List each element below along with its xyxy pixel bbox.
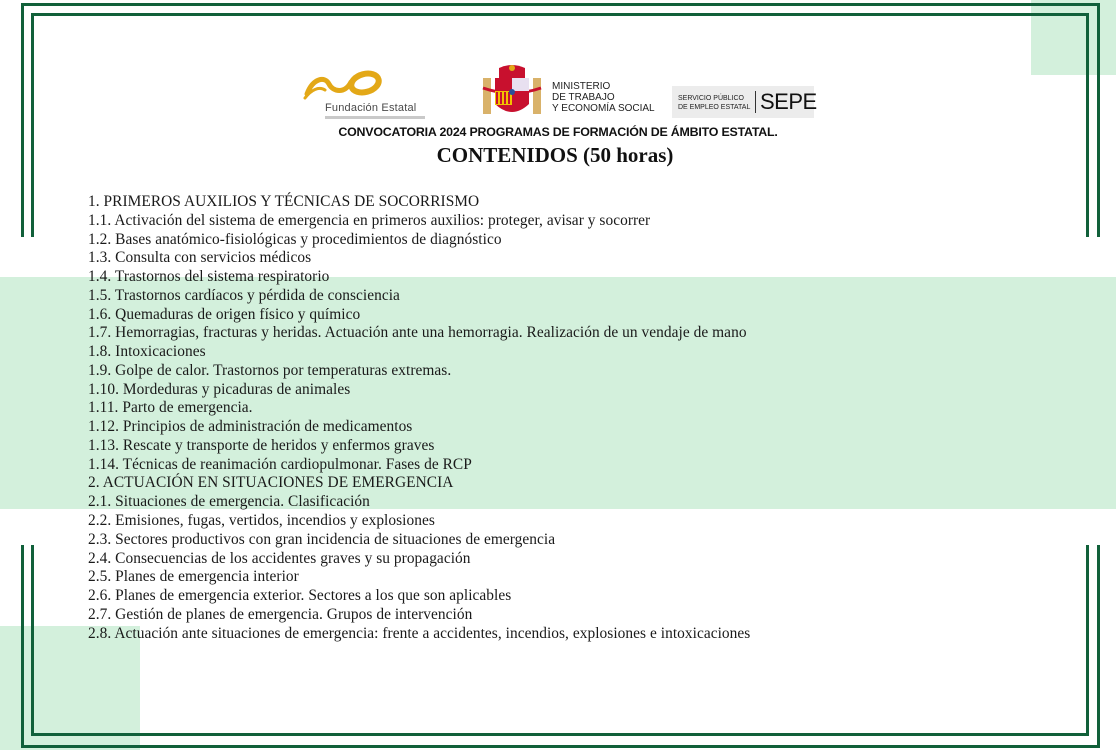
contents-list: [88, 193, 750, 643]
list-item: 1.7. Hemorragias, fracturas y heridas. Actuación ante una hemorragia. Realización de un vendaje de mano: [88, 324, 747, 342]
fundacion-name: Fundación Estatal: [325, 102, 417, 114]
list-item: 1.1. Activación del sistema de emergencia en primeros auxilios: proteger, avisar y socorrer: [88, 211, 651, 229]
ministerio-line-1: MINISTERIO: [552, 81, 611, 92]
list-item: 1.14. Técnicas de reanimación cardiopulmonar. Fases de RCP: [88, 455, 472, 473]
list-item: 1.13. Rescate y transporte de heridos y enfermos graves: [88, 436, 435, 454]
sepe-line-2: DE EMPLEO ESTATAL: [678, 104, 751, 111]
list-item: 1.11. Parto de emergencia.: [88, 399, 253, 417]
list-item: 2.7. Gestión de planes de emergencia. Grupos de intervención: [88, 605, 473, 623]
list-item: 1.3. Consulta con servicios médicos: [88, 249, 312, 267]
list-item: 1.2. Bases anatómico-fisiológicas y procedimientos de diagnóstico: [88, 230, 502, 248]
ministerio-logo-text: [552, 81, 655, 114]
ministerio-line-2: DE TRABAJO: [552, 92, 615, 103]
sepe-divider: [755, 91, 756, 113]
list-item: 1.6. Quemaduras de origen físico y químico: [88, 305, 361, 323]
list-item: 1.12. Principios de administración de medicamentos: [88, 418, 413, 436]
sepe-logo: [672, 86, 817, 118]
list-item: 2.5. Planes de emergencia interior: [88, 568, 299, 586]
list-item: 1.8. Intoxicaciones: [88, 343, 206, 361]
list-item: 2.3. Sectores productivos con gran incidencia de situaciones de emergencia: [88, 530, 556, 548]
section-heading: 2. ACTUACIÓN EN SITUACIONES DE EMERGENCIA: [88, 474, 454, 492]
list-item: 1.9. Golpe de calor. Trastornos por temperaturas extremas.: [88, 361, 452, 379]
page-title: CONTENIDOS (50 horas): [436, 143, 674, 167]
sepe-line-1: SERVICIO PÚBLICO: [678, 95, 745, 102]
coat-of-arms-icon: [481, 64, 543, 120]
list-item: 1.4. Trastornos del sistema respiratorio: [88, 268, 330, 286]
section-heading: 1. PRIMEROS AUXILIOS Y TÉCNICAS DE SOCORRISMO: [88, 193, 480, 210]
list-item: 2.6. Planes de emergencia exterior. Sectores a los que son aplicables: [88, 587, 512, 605]
list-item: 2.4. Consecuencias de los accidentes graves y su propagación: [88, 549, 471, 567]
list-item: 2.2. Emisiones, fugas, vertidos, incendios y explosiones: [88, 512, 435, 530]
fundacion-infinity-icon: [303, 68, 383, 102]
list-item: 1.5. Trastornos cardíacos y pérdida de consciencia: [88, 286, 400, 304]
list-item: 2.1. Situaciones de emergencia. Clasificación: [88, 493, 370, 511]
ministerio-line-3: Y ECONOMÍA SOCIAL: [552, 103, 655, 114]
list-item: 1.10. Mordeduras y picaduras de animales: [88, 380, 351, 398]
convocatoria-heading: CONVOCATORIA 2024 PROGRAMAS DE FORMACIÓN DE ÁMBITO ESTATAL.: [338, 125, 778, 139]
fundacion-subtitle-line: [325, 116, 425, 119]
corner-box-top-right: [1031, 0, 1116, 75]
sepe-subtitle: [678, 94, 750, 112]
list-item: 2.8. Actuación ante situaciones de emergencia: frente a accidentes, incendios, explosiones e intoxicaciones: [88, 624, 751, 642]
fundacion-estatal-logo: [303, 68, 433, 120]
sepe-brand: SEPE: [760, 89, 817, 114]
